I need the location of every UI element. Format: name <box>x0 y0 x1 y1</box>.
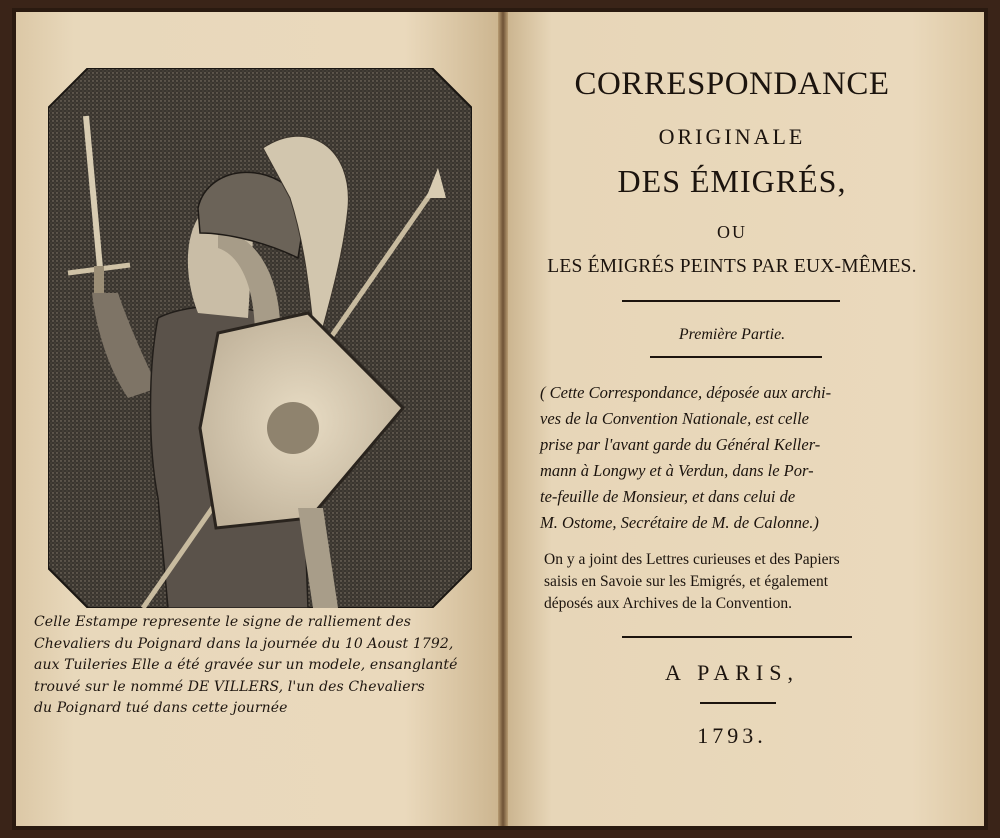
caption-line: aux Tuileries Elle a été gravée sur un modele, ensanglanté <box>34 657 458 673</box>
paragraph-line: saisis en Savoie sur les Emigrés, et également <box>544 573 829 590</box>
caption-line: du Poignard tué dans cette journée <box>34 700 288 716</box>
subtitle-ou: OU <box>717 222 747 242</box>
paragraph-line: te-feuille de Monsieur, et dans celui de <box>540 487 796 506</box>
book-title: CORRESPONDANCE <box>574 66 890 102</box>
paragraph-line: On y a joint des Lettres curieuses et des Papiers <box>544 551 840 568</box>
divider-rule <box>650 356 822 358</box>
caption-line: Celle Estampe represente le signe de ralliement des <box>34 614 412 630</box>
paragraph-line: mann à Longwy et à Verdun, dans le Por- <box>540 461 814 480</box>
caption-line: trouvé sur le nommé DE VILLERS, l'un des Chevaliers <box>34 678 425 695</box>
frontispiece-engraving <box>48 68 472 608</box>
paragraph-line: M. Ostome, Secrétaire de M. de Calonne.) <box>540 513 819 532</box>
caption-line: Chevaliers du Poignard dans la journée du 10 Aoust 1792, <box>34 635 454 652</box>
paragraph-line: ( Cette Correspondance, déposée aux archi- <box>540 383 832 402</box>
subtitle-originale: ORIGINALE <box>658 124 806 149</box>
divider-rule <box>700 702 776 704</box>
supplement-paragraph <box>544 549 934 615</box>
imprint-year: 1793. <box>697 723 767 748</box>
paragraph-line: prise par l'avant garde du Général Keller- <box>540 435 821 454</box>
subtitle-emigres: DES ÉMIGRÉS, <box>617 163 847 199</box>
paragraph-line: ves de la Convention Nationale, est celle <box>540 409 809 428</box>
subtitle-peints: LES ÉMIGRÉS PEINTS PAR EUX-MÊMES. <box>547 256 917 277</box>
part-label: Première Partie. <box>678 326 786 343</box>
divider-rule <box>622 636 852 638</box>
engraving-caption <box>34 612 464 720</box>
paragraph-line: déposés aux Archives de la Convention. <box>544 595 792 612</box>
imprint-place: A PARIS, <box>664 660 799 685</box>
divider-rule <box>622 300 840 302</box>
description-paragraph <box>540 380 940 536</box>
